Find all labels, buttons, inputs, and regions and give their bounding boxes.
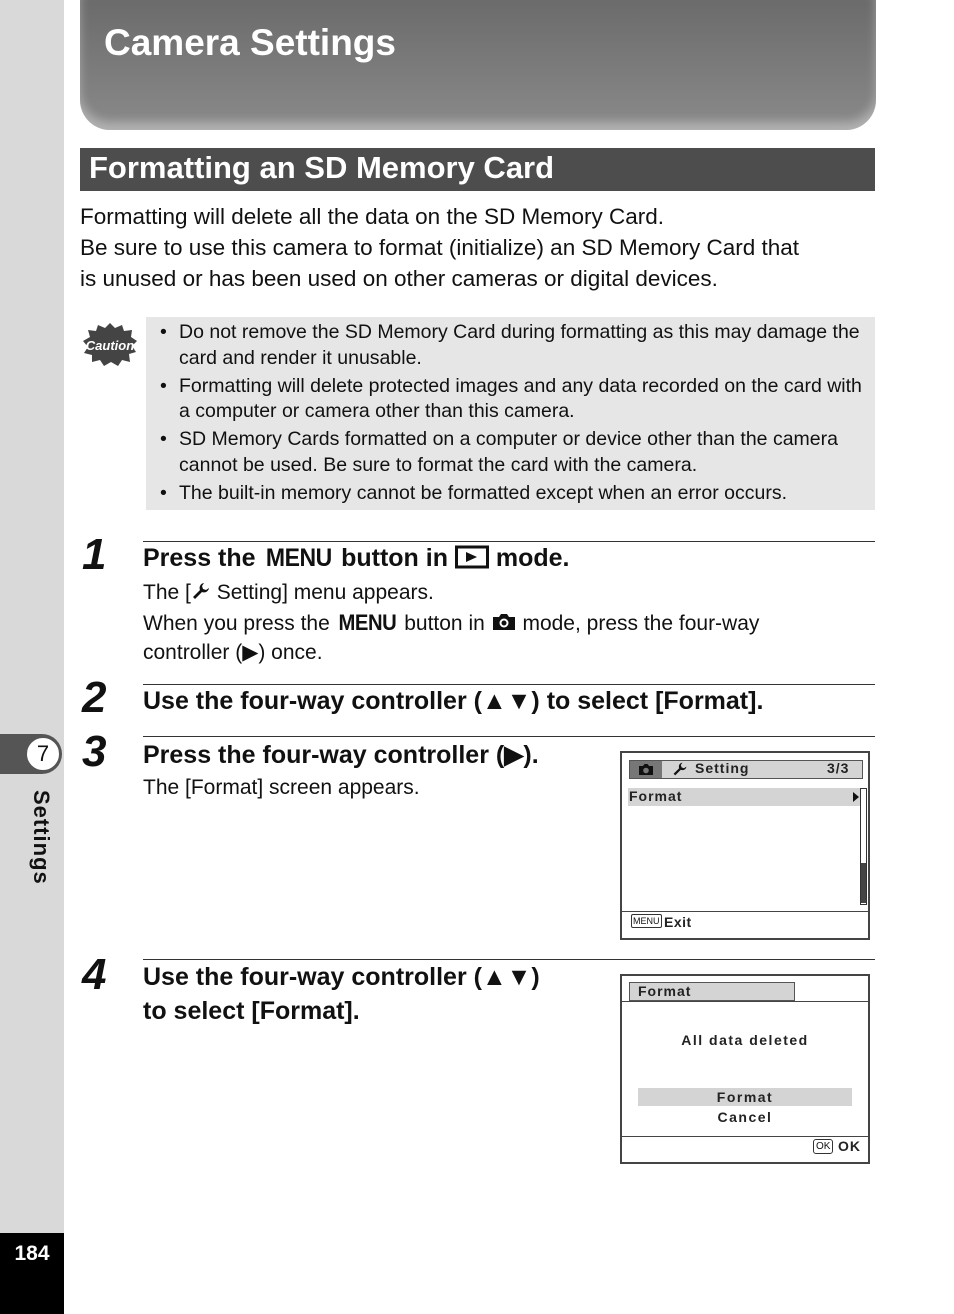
intro-line: Formatting will delete all the data on the SD Memory Card. [80, 204, 665, 229]
step-3-heading: Press the four-way controller (▶). [143, 741, 539, 769]
title-band [80, 0, 876, 130]
submenu-arrow-icon [853, 792, 859, 802]
cancel-option[interactable]: Cancel [717, 1109, 773, 1125]
caution-item: • SD Memory Cards formatted on a computer or device other than the camera cannot be used. Be sure to format the card with the camera. [158, 427, 870, 478]
step-1-line: The [ Setting] menu appears. [143, 581, 434, 604]
menu-button-glyph: MENU [338, 610, 396, 635]
page-indicator: 3/3 [827, 760, 850, 776]
camera-screen-format [620, 974, 870, 1164]
screen-divider [622, 911, 868, 912]
scrollbar-thumb[interactable] [861, 863, 866, 903]
exit-label: Exit [664, 914, 692, 930]
caution-item: • Do not remove the SD Memory Card during formatting as this may damage the card and render it unusable. [158, 320, 870, 371]
chapter-label: Settings [29, 790, 54, 885]
step-3-body: The [Format] screen appears. [143, 776, 420, 799]
caution-icon-label: Caution [85, 338, 135, 353]
ok-key-icon: OK [813, 1139, 833, 1154]
menu-key-icon: MENU [633, 916, 660, 926]
menu-button-glyph: MENU [265, 544, 332, 572]
page-title: Camera Settings [104, 22, 396, 63]
intro-line: Be sure to use this camera to format (initialize) an SD Memory Card that [80, 235, 800, 260]
ok-label: OK [838, 1138, 861, 1154]
camera-tab-icon [630, 761, 662, 778]
caution-icon [82, 322, 138, 366]
step-1-rule [143, 541, 875, 542]
wrench-icon [672, 761, 688, 777]
side-tab [0, 0, 64, 1314]
step-4-heading: to select [Format]. [143, 997, 360, 1025]
wrench-icon [191, 581, 211, 601]
step-1-heading: Press the MENU button in mode. [143, 544, 570, 572]
caution-item: • The built-in memory cannot be formatted except when an error occurs. [158, 481, 870, 507]
caution-list [158, 320, 870, 509]
warning-message: All data deleted [681, 1032, 809, 1048]
screen-divider [622, 1001, 868, 1002]
step-4-rule [143, 959, 875, 960]
page-number: 184 [14, 1242, 50, 1265]
format-menu-item[interactable]: Format [629, 788, 683, 804]
step-1-line: controller (▶) once. [143, 641, 323, 664]
camera-screen-setting [620, 751, 870, 940]
step-3-number: 3 [82, 727, 107, 776]
chapter-number: 7 [26, 737, 60, 771]
step-3-rule [143, 736, 875, 737]
camera-icon [491, 612, 517, 632]
step-1-line: When you press the MENU button in mode, press the four-way [143, 608, 759, 639]
step-1-number: 1 [82, 530, 107, 579]
step-2-heading: Use the four-way controller (▲▼) to select [Format]. [143, 687, 764, 715]
step-2-number: 2 [82, 673, 107, 722]
camera-tab [630, 761, 662, 778]
caution-item: • Formatting will delete protected images and any data recorded on the card with a computer or camera other than this camera. [158, 374, 870, 425]
step-4-heading: Use the four-way controller (▲▼) [143, 963, 540, 991]
playback-mode-icon [455, 545, 489, 569]
step-4-number: 4 [82, 950, 107, 999]
format-option[interactable]: Format [716, 1089, 774, 1105]
setting-tab-label: Setting [695, 760, 750, 776]
intro-line: is unused or has been used on other cameras or digital devices. [80, 266, 718, 291]
format-title: Format [638, 983, 692, 999]
section-title: Formatting an SD Memory Card [89, 150, 555, 185]
screen-divider [622, 1136, 868, 1137]
step-2-rule [143, 684, 875, 685]
